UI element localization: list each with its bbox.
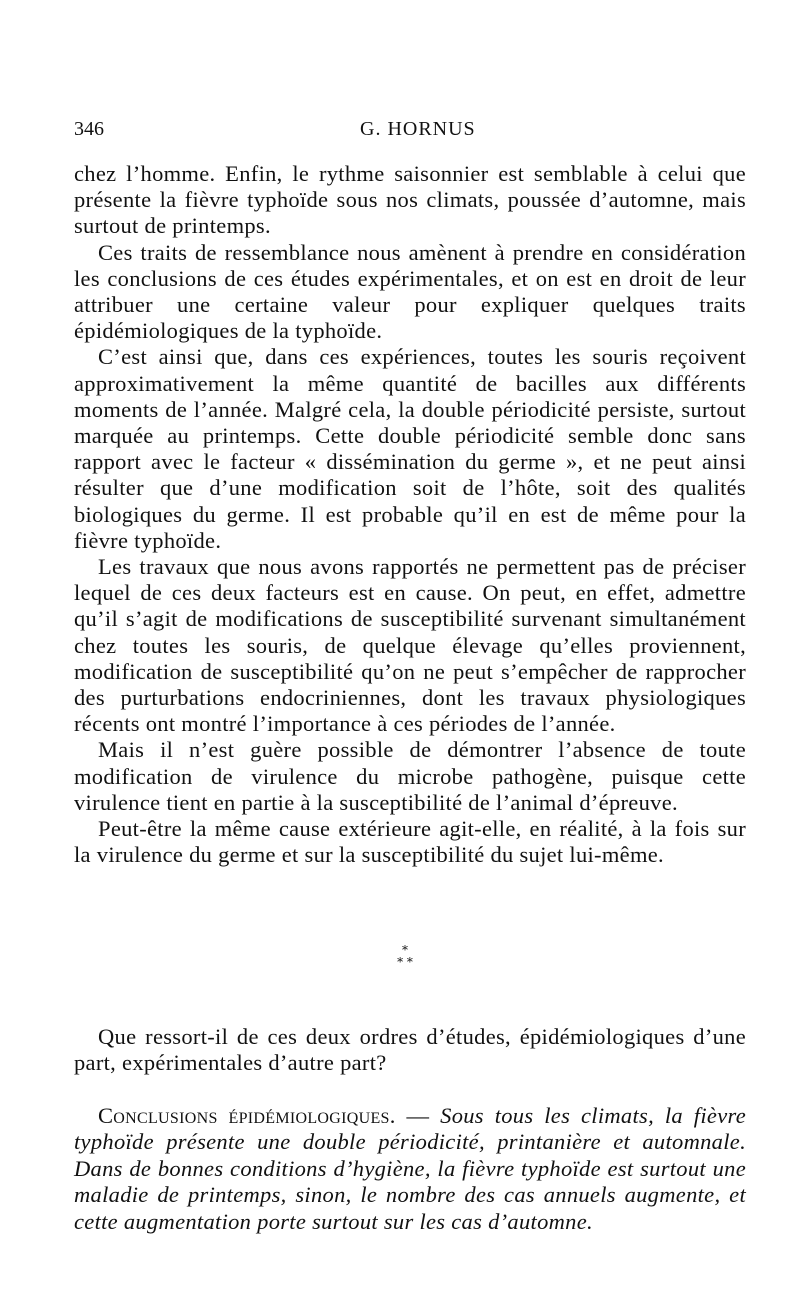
- paragraph-2: Ces traits de ressemblance nous amènent à prendre en considération les conclusions de ces études expérimentales, et on est en droit de leur attribuer une certaine valeur pour expliquer quelques traits épidémiologiques de la typhoïde.: [74, 239, 746, 344]
- conclusions-text: Sous tous les climats, la fièvre typhoïde présente une double périodicité, printanière et automnale. Dans de bonnes conditions d’hygiène, la fièvre typhoïde est surtout une maladie de printemps, sinon, le nombre des cas annuels augmente, et cette augmentation porte surtout sur les cas d’automne.: [74, 1102, 746, 1234]
- conclusions-paragraph: [74, 1103, 746, 1236]
- page-header: [74, 118, 744, 146]
- conclusions-dash: —: [395, 1102, 441, 1128]
- asterism-bottom: * *: [397, 955, 413, 969]
- paragraph-4: Les travaux que nous avons rapportés ne permettent pas de préciser lequel de ces deux facteurs est en cause. On peut, en effet, admettre qu’il s’agit de modifications de susceptibilité survenant simultanément chez toutes les souris, de quelque élevage qu’elles proviennent, modification de susceptibilité qu’on ne peut s’empêcher de rapprocher des purturbations endocriniennes, dont les travaux physiologiques récents ont montré l’importance à ces périodes de l’année.: [74, 554, 746, 737]
- body-text: [74, 161, 746, 868]
- running-title: G. HORNUS: [360, 118, 476, 140]
- asterism-top: *: [402, 943, 408, 957]
- page-number: 346: [74, 118, 104, 140]
- conclusions-heading: Conclusions épidémiologiques.: [98, 1102, 396, 1128]
- paragraph-3: C’est ainsi que, dans ces expériences, toutes les souris reçoivent approximativement la même quantité de bacilles aux différents moments de l’année. Malgré cela, la double périodicité persiste, surtout marquée au printemps. Cette double périodicité semble donc sans rapport avec le facteur « dissémination du germe », et ne peut ainsi résulter que d’une modification soit de l’hôte, soit des qualités biologiques du germe. Il est probable qu’il en est de même pour la fièvre typhoïde.: [74, 344, 746, 553]
- paragraph-5: Mais il n’est guère possible de démontrer l’absence de toute modification de virulence du microbe pathogène, puisque cette virulence tient en partie à la susceptibilité de l’animal d’épreuve.: [74, 737, 746, 815]
- paragraph-1: chez l’homme. Enfin, le rythme saisonnier est semblable à celui que présente la fièvre typhoïde sous nos climats, poussée d’automne, mais surtout de printemps.: [74, 161, 746, 239]
- paragraph-6: Peut-être la même cause extérieure agit-elle, en réalité, à la fois sur la virulence du germe et sur la susceptibilité du sujet lui-même.: [74, 816, 746, 868]
- asterism-divider: [385, 944, 425, 968]
- question-paragraph: Que ressort-il de ces deux ordres d’études, épidémiologiques d’une part, expérimentales d’autre part?: [74, 1023, 746, 1075]
